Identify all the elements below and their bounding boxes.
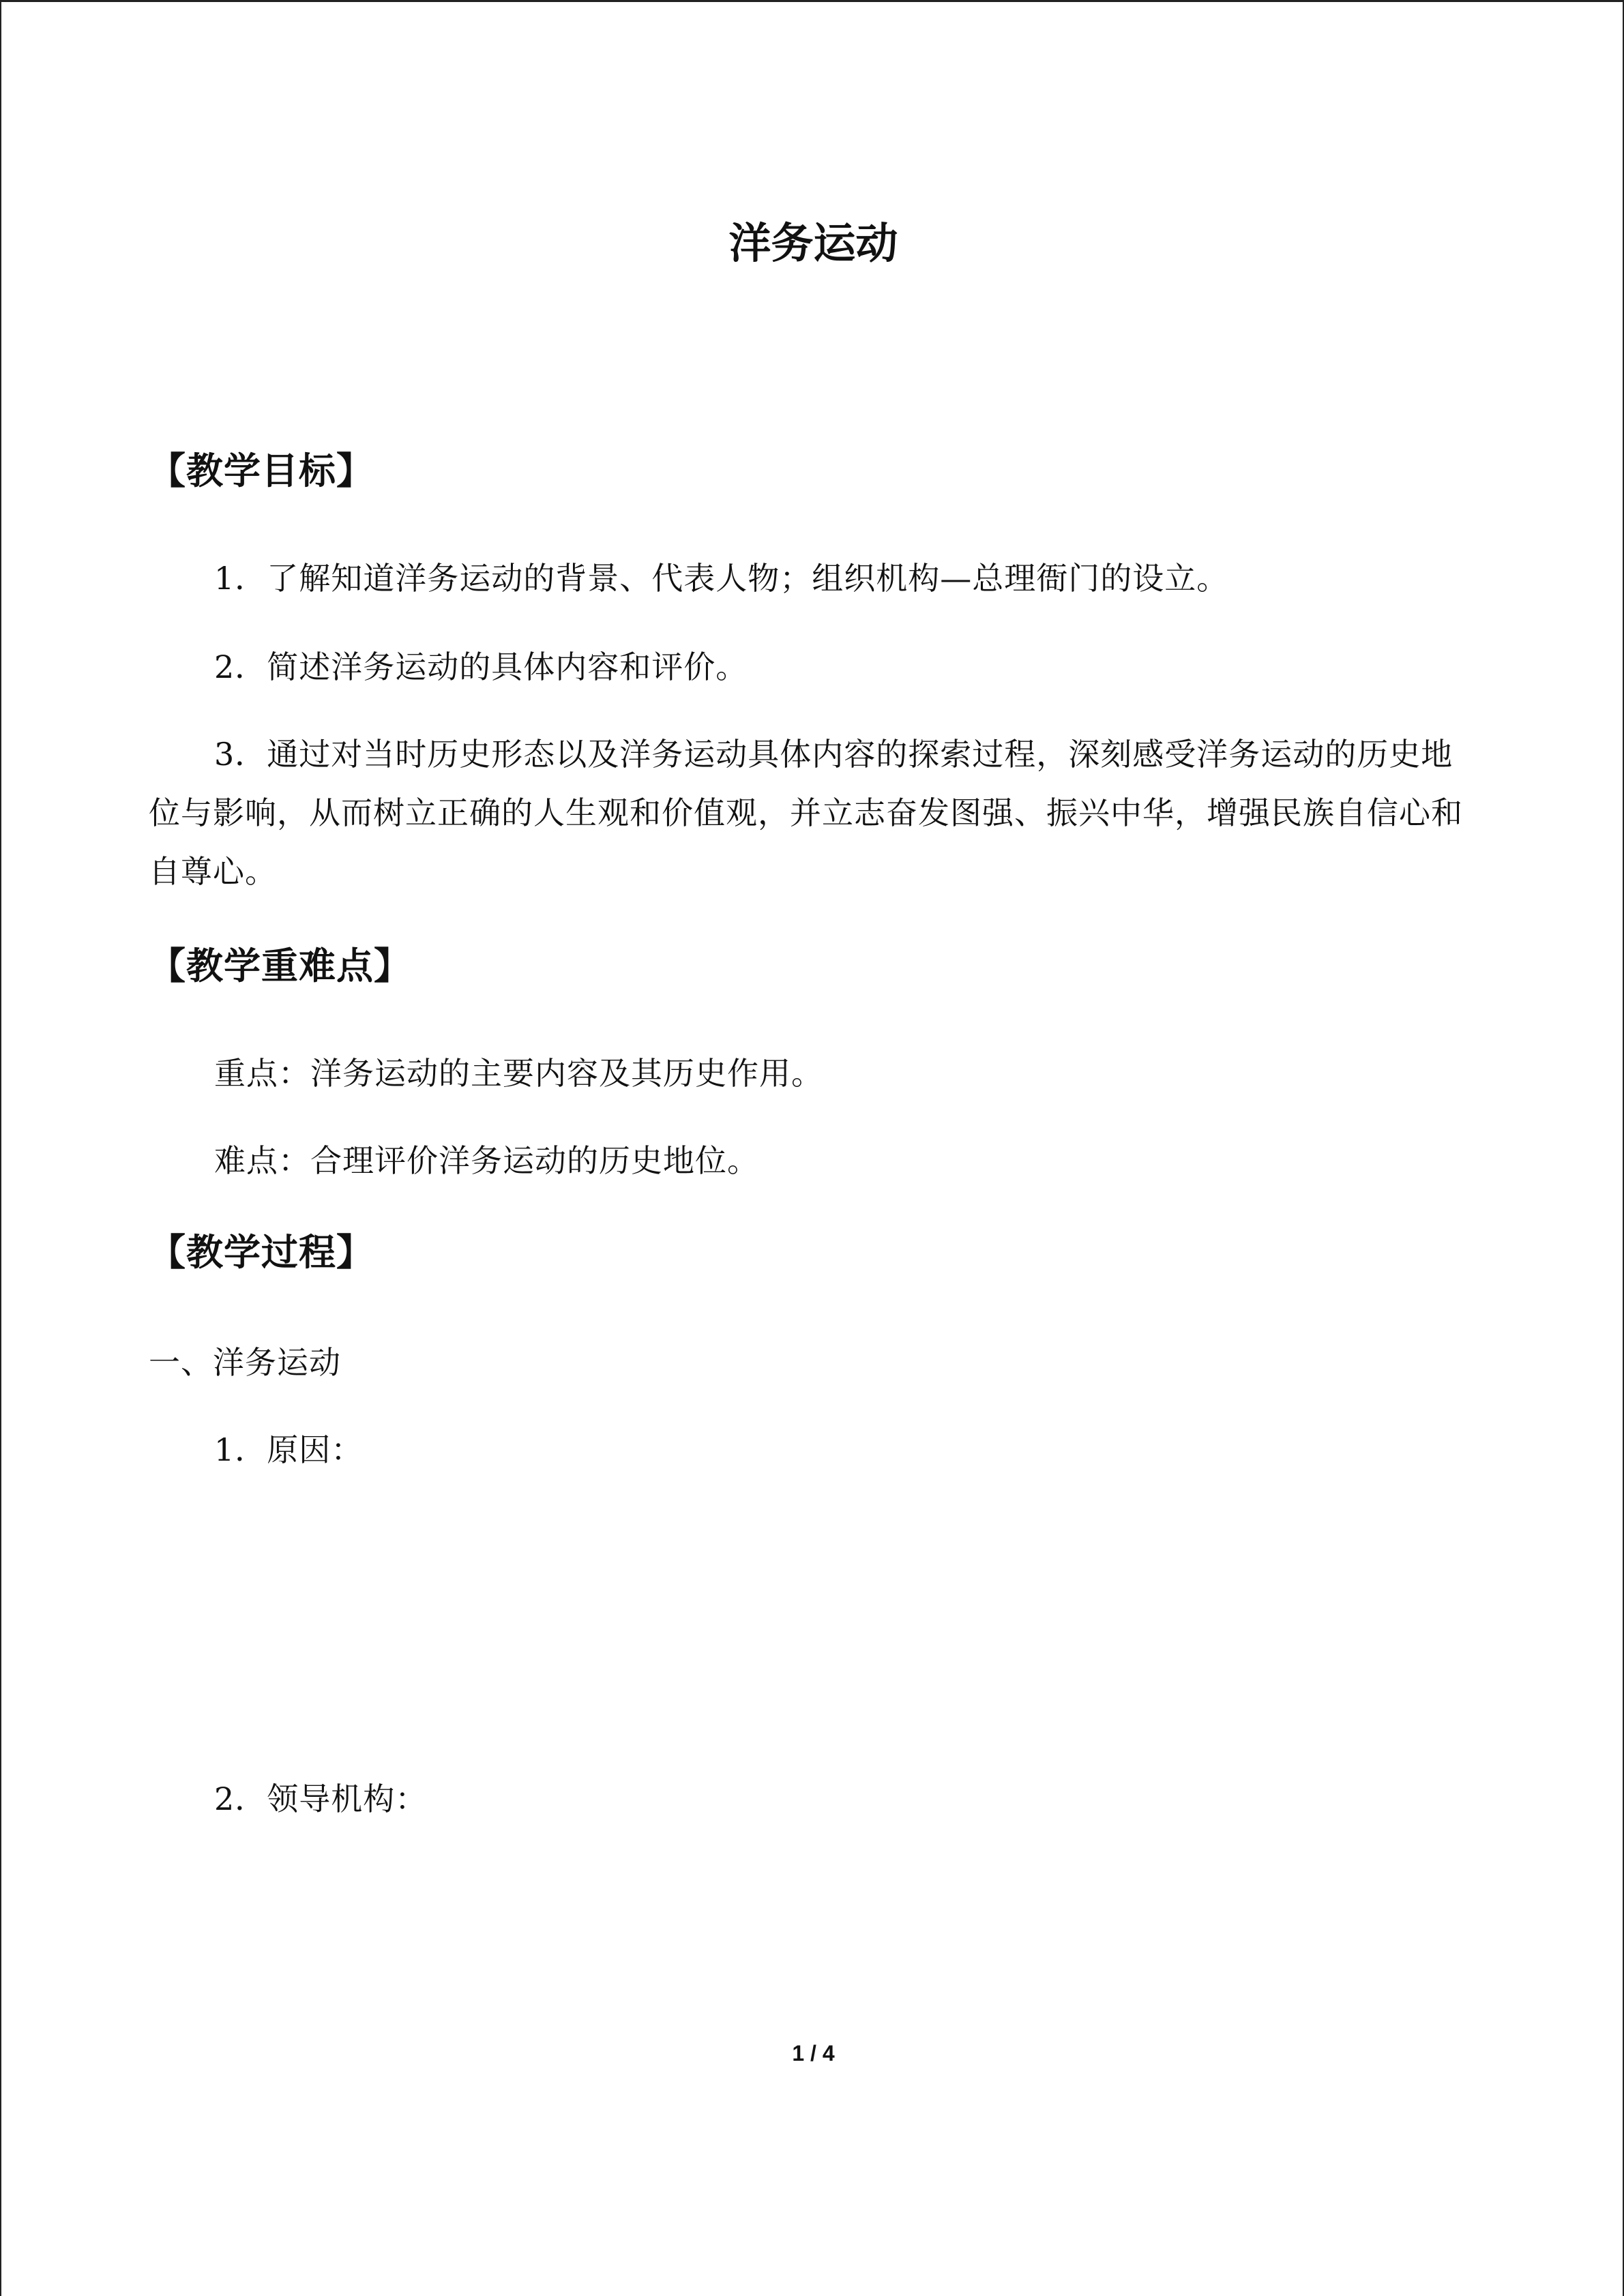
key-point-text: 重点：洋务运动的主要内容及其历史作用。 xyxy=(214,1055,823,1092)
objective-item-2: 2．简述洋务运动的具体内容和评价。 xyxy=(214,648,748,685)
page-number: 1 / 4 xyxy=(792,2041,835,2066)
section-heading-key-points: 【教学重难点】 xyxy=(149,944,411,987)
section-heading-process: 【教学过程】 xyxy=(149,1230,374,1274)
document-title: 洋务运动 xyxy=(728,218,898,268)
difficult-point-text: 难点：合理评价洋务运动的历史地位。 xyxy=(214,1142,759,1179)
process-item-leadership: 2．领导机构： xyxy=(214,1780,428,1817)
objective-item-3: 3．通过对当时历史形态以及洋务运动具体内容的探索过程，深刻感受洋务运动的历史地位与影响，从而树立正确的人生观和价值观，并立志奋发图强、振兴中华，增强民族自信心和自尊心。 xyxy=(149,736,1463,890)
process-subheading: 一、洋务运动 xyxy=(149,1344,341,1381)
process-item-cause: 1．原因： xyxy=(214,1431,364,1468)
objective-item-1: 1．了解知道洋务运动的背景、代表人物；组织机构—总理衙门的设立。 xyxy=(214,560,1229,597)
section-heading-objectives: 【教学目标】 xyxy=(149,449,374,492)
